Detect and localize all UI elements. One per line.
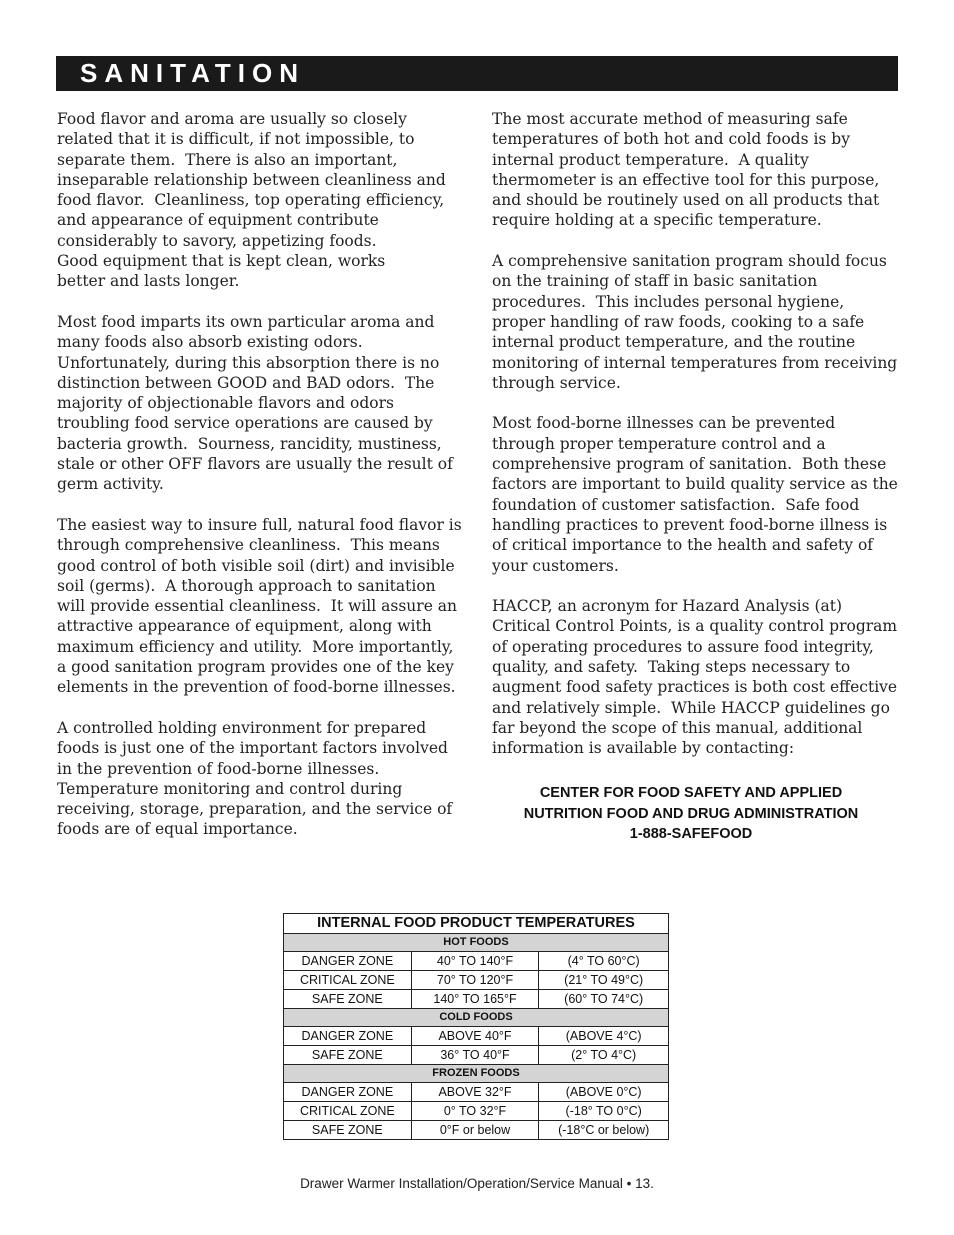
fahrenheit-cell: 140° TO 165°F [411, 990, 539, 1009]
text-line: foundation of customer satisfaction. Safe food [492, 495, 860, 514]
text-line: and appearance of equipment contribute [57, 211, 379, 230]
text-line: information is available by contacting: [492, 739, 795, 758]
text-line: A comprehensive sanitation program should focus [492, 252, 887, 271]
text-line: elements in the prevention of food-borne illnesses. [57, 678, 456, 697]
text-line: food flavor. Cleanliness, top operating efficiency, [57, 191, 445, 210]
zone-cell: DANGER ZONE [284, 1083, 412, 1102]
table-row [284, 1121, 669, 1140]
text-line: proper handling of raw foods, cooking to a safe [492, 312, 865, 331]
text-line: Critical Control Points, is a quality control program [492, 617, 898, 636]
left-paragraph [57, 312, 465, 495]
text-line: through service. [492, 373, 621, 392]
text-line: The easiest way to insure full, natural food flavor is [57, 515, 462, 534]
text-line: comprehensive program of sanitation. Both these [492, 455, 887, 474]
table-row [284, 990, 669, 1009]
text-line: on the training of staff in basic sanitation [492, 272, 818, 291]
table-row [284, 952, 669, 971]
text-line: your customers. [492, 556, 619, 575]
text-line: and should be routinely used on all products that [492, 191, 880, 210]
table-row [284, 971, 669, 990]
text-line: A controlled holding environment for prepared [57, 718, 427, 737]
celsius-cell: (4° TO 60°C) [539, 952, 669, 971]
text-line: internal product temperature, and the routine [492, 333, 856, 352]
table-row [284, 1102, 669, 1121]
fahrenheit-cell: 70° TO 120°F [411, 971, 539, 990]
contact-line: NUTRITION FOOD AND DRUG ADMINISTRATION [523, 805, 859, 822]
text-line: thermometer is an effective tool for this purpose, [492, 170, 880, 189]
fahrenheit-cell: ABOVE 32°F [411, 1083, 539, 1102]
right-paragraph [492, 109, 894, 231]
text-line: soil (germs). A thorough approach to sanitation [57, 576, 436, 595]
text-line: separate them. There is also an important, [57, 150, 398, 169]
text-line: foods is just one of the important factors involved [57, 739, 448, 758]
text-line: many foods also absorb existing odors. [57, 333, 363, 352]
right-paragraph [492, 413, 898, 575]
right-paragraph [492, 596, 898, 758]
table-section-header: HOT FOODS [284, 934, 669, 952]
text-line: monitoring of internal temperatures from receiving [492, 353, 898, 372]
fahrenheit-cell: 0° TO 32°F [411, 1102, 539, 1121]
text-line: of operating procedures to assure food integrity, [492, 637, 874, 656]
page-footer: Drawer Warmer Installation/Operation/Service Manual • 13. [300, 1176, 654, 1191]
text-line: will provide essential cleanliness. It will assure an [57, 597, 458, 616]
table-row [284, 1046, 669, 1065]
text-line: augment food safety practices is both cost effective [492, 678, 898, 697]
celsius-cell: (ABOVE 4°C) [539, 1027, 669, 1046]
celsius-cell: (-18° TO 0°C) [539, 1102, 669, 1121]
text-line: HACCP, an acronym for Hazard Analysis (at) [492, 597, 843, 616]
table-row [284, 1083, 669, 1102]
text-line: handling practices to prevent food-borne illness is [492, 515, 888, 534]
table-title: INTERNAL FOOD PRODUCT TEMPERATURES [284, 914, 669, 934]
fahrenheit-cell: 36° TO 40°F [411, 1046, 539, 1065]
text-line: maximum efficiency and utility. More importantly, [57, 637, 454, 656]
text-line: germ activity. [57, 475, 164, 494]
text-line: through proper temperature control and a [492, 434, 826, 453]
celsius-cell: (2° TO 4°C) [539, 1046, 669, 1065]
text-line: far beyond the scope of this manual, additional [492, 718, 863, 737]
zone-cell: SAFE ZONE [284, 990, 412, 1009]
contact-phone: 1-888-SAFEFOOD [629, 826, 753, 842]
celsius-cell: (-18°C or below) [539, 1121, 669, 1140]
text-line: Good equipment that is kept clean, works [57, 252, 386, 271]
text-line: a good sanitation program provides one of the key [57, 658, 454, 677]
text-line: foods are of equal importance. [57, 820, 298, 839]
zone-cell: CRITICAL ZONE [284, 971, 412, 990]
text-line: bacteria growth. Sourness, rancidity, mustiness, [57, 434, 442, 453]
text-line: require holding at a specific temperature. [492, 211, 822, 230]
text-line: Most food-borne illnesses can be prevented [492, 414, 836, 433]
text-line: internal product temperature. A quality [492, 150, 809, 169]
text-line: factors are important to build quality service as the [492, 475, 898, 494]
zone-cell: SAFE ZONE [284, 1046, 412, 1065]
right-paragraph [492, 251, 898, 393]
text-line: quality, and safety. Taking steps necessary to [492, 658, 851, 677]
left-paragraph [57, 109, 465, 292]
celsius-cell: (21° TO 49°C) [539, 971, 669, 990]
section-header-bar [56, 56, 898, 91]
text-line: troubling food service operations are caused by [57, 414, 433, 433]
text-line: The most accurate method of measuring safe [492, 110, 848, 128]
contact-line: CENTER FOR FOOD SAFETY AND APPLIED [539, 785, 843, 801]
celsius-cell: (ABOVE 0°C) [539, 1083, 669, 1102]
text-line: related that it is difficult, if not impossible, to [57, 130, 415, 149]
zone-cell: DANGER ZONE [284, 1027, 412, 1046]
fahrenheit-cell: ABOVE 40°F [411, 1027, 539, 1046]
text-line: majority of objectionable flavors and odors [57, 394, 394, 413]
section-title: SANITATION [80, 58, 306, 88]
text-line: stale or other OFF flavors are usually the result of [57, 455, 453, 474]
table-section-header: FROZEN FOODS [284, 1065, 669, 1083]
text-line: Food flavor and aroma are usually so closely [57, 110, 407, 128]
text-line: Temperature monitoring and control during [57, 779, 403, 798]
temperature-table [283, 913, 669, 1140]
zone-cell: DANGER ZONE [284, 952, 412, 971]
zone-cell: SAFE ZONE [284, 1121, 412, 1140]
text-line: procedures. This includes personal hygiene, [492, 292, 845, 311]
text-line: through comprehensive cleanliness. This means [57, 536, 440, 555]
table-row [284, 1027, 669, 1046]
fahrenheit-cell: 40° TO 140°F [411, 952, 539, 971]
celsius-cell: (60° TO 74°C) [539, 990, 669, 1009]
text-line: considerably to savory, appetizing foods. [57, 231, 377, 250]
text-line: good control of both visible soil (dirt) and invisible [57, 556, 455, 575]
text-line: inseparable relationship between cleanliness and [57, 170, 446, 189]
zone-cell: CRITICAL ZONE [284, 1102, 412, 1121]
text-line: better and lasts longer. [57, 272, 240, 291]
table-section-header: COLD FOODS [284, 1009, 669, 1027]
text-line: of critical importance to the health and safety of [492, 536, 874, 555]
text-line: temperatures of both hot and cold foods is by [492, 130, 850, 149]
contact-block [492, 783, 890, 845]
text-line: Unfortunately, during this absorption there is no [57, 353, 440, 372]
text-line: in the prevention of food-borne illnesses. [57, 759, 380, 778]
text-line: and relatively simple. While HACCP guidelines go [492, 698, 890, 717]
fahrenheit-cell: 0°F or below [411, 1121, 539, 1140]
left-paragraph [57, 515, 465, 698]
text-line: Most food imparts its own particular aroma and [57, 312, 435, 331]
text-line: attractive appearance of equipment, along with [57, 617, 432, 636]
right-text-column [492, 109, 898, 759]
left-paragraph [57, 718, 465, 840]
text-line: distinction between GOOD and BAD odors. The [57, 373, 435, 392]
left-text-column [57, 109, 465, 840]
text-line: receiving, storage, preparation, and the service of [57, 800, 453, 819]
